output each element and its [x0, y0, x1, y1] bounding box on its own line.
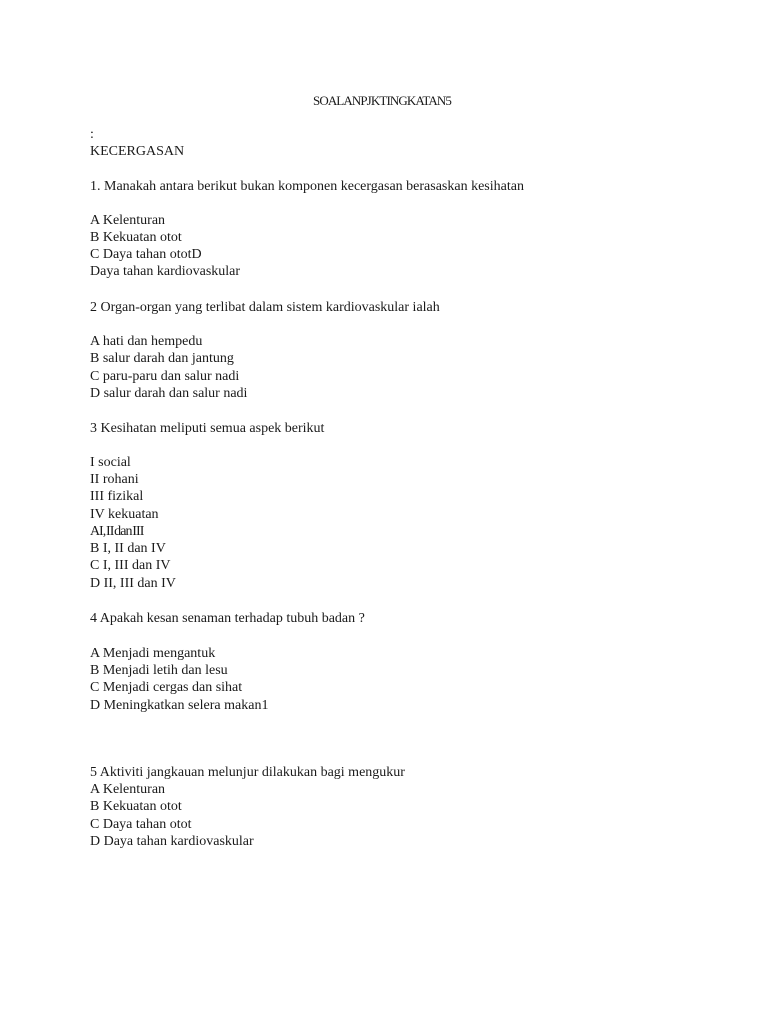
q5-option-a: A Kelenturan	[90, 782, 166, 797]
q4-option-b: B Menjadi letih dan lesu	[90, 663, 228, 678]
q1-option-a: A Kelenturan	[90, 213, 166, 228]
q1-option-d: Daya tahan kardiovaskular	[90, 264, 241, 279]
section-heading: KECERGASAN	[90, 144, 185, 159]
question-1: 1. Manakah antara berikut bukan komponen kecergasan berasaskan kesihatan	[90, 179, 524, 194]
q1-option-c: C Daya tahan ototD	[90, 247, 202, 262]
colon-mark: :	[90, 127, 94, 142]
question-5: 5 Aktiviti jangkauan melunjur dilakukan bagi mengukur	[90, 765, 405, 780]
q1-option-b: B Kekuatan otot	[90, 230, 182, 245]
q4-option-d: D Meningkatkan selera makan1	[90, 698, 269, 713]
q3-option-a: A I, II dan III	[90, 524, 144, 539]
q3-option-d: D II, III dan IV	[90, 576, 176, 591]
q2-option-a: A hati dan hempedu	[90, 334, 203, 349]
q3-item-3: III fizikal	[90, 489, 144, 504]
question-2: 2 Organ-organ yang terlibat dalam sistem kardiovaskular ialah	[90, 300, 440, 315]
document-title: SOALANPJK TINGKATAN5	[313, 93, 451, 108]
q3-option-c: C I, III dan IV	[90, 558, 171, 573]
q3-item-2: II rohani	[90, 472, 139, 487]
q2-option-b: B salur darah dan jantung	[90, 351, 234, 366]
question-4: 4 Apakah kesan senaman terhadap tubuh badan ?	[90, 611, 365, 626]
q2-option-c: C paru-paru dan salur nadi	[90, 369, 240, 384]
q3-option-b: B I, II dan IV	[90, 541, 166, 556]
q5-option-b: B Kekuatan otot	[90, 799, 182, 814]
q3-item-1: I social	[90, 455, 131, 470]
q5-option-d: D Daya tahan kardiovaskular	[90, 834, 254, 849]
q4-option-c: C Menjadi cergas dan sihat	[90, 680, 243, 695]
q2-option-d: D salur darah dan salur nadi	[90, 386, 248, 401]
q3-item-4: IV kekuatan	[90, 507, 159, 522]
question-3: 3 Kesihatan meliputi semua aspek berikut	[90, 421, 325, 436]
q4-option-a: A Menjadi mengantuk	[90, 646, 216, 661]
q5-option-c: C Daya tahan otot	[90, 817, 192, 832]
